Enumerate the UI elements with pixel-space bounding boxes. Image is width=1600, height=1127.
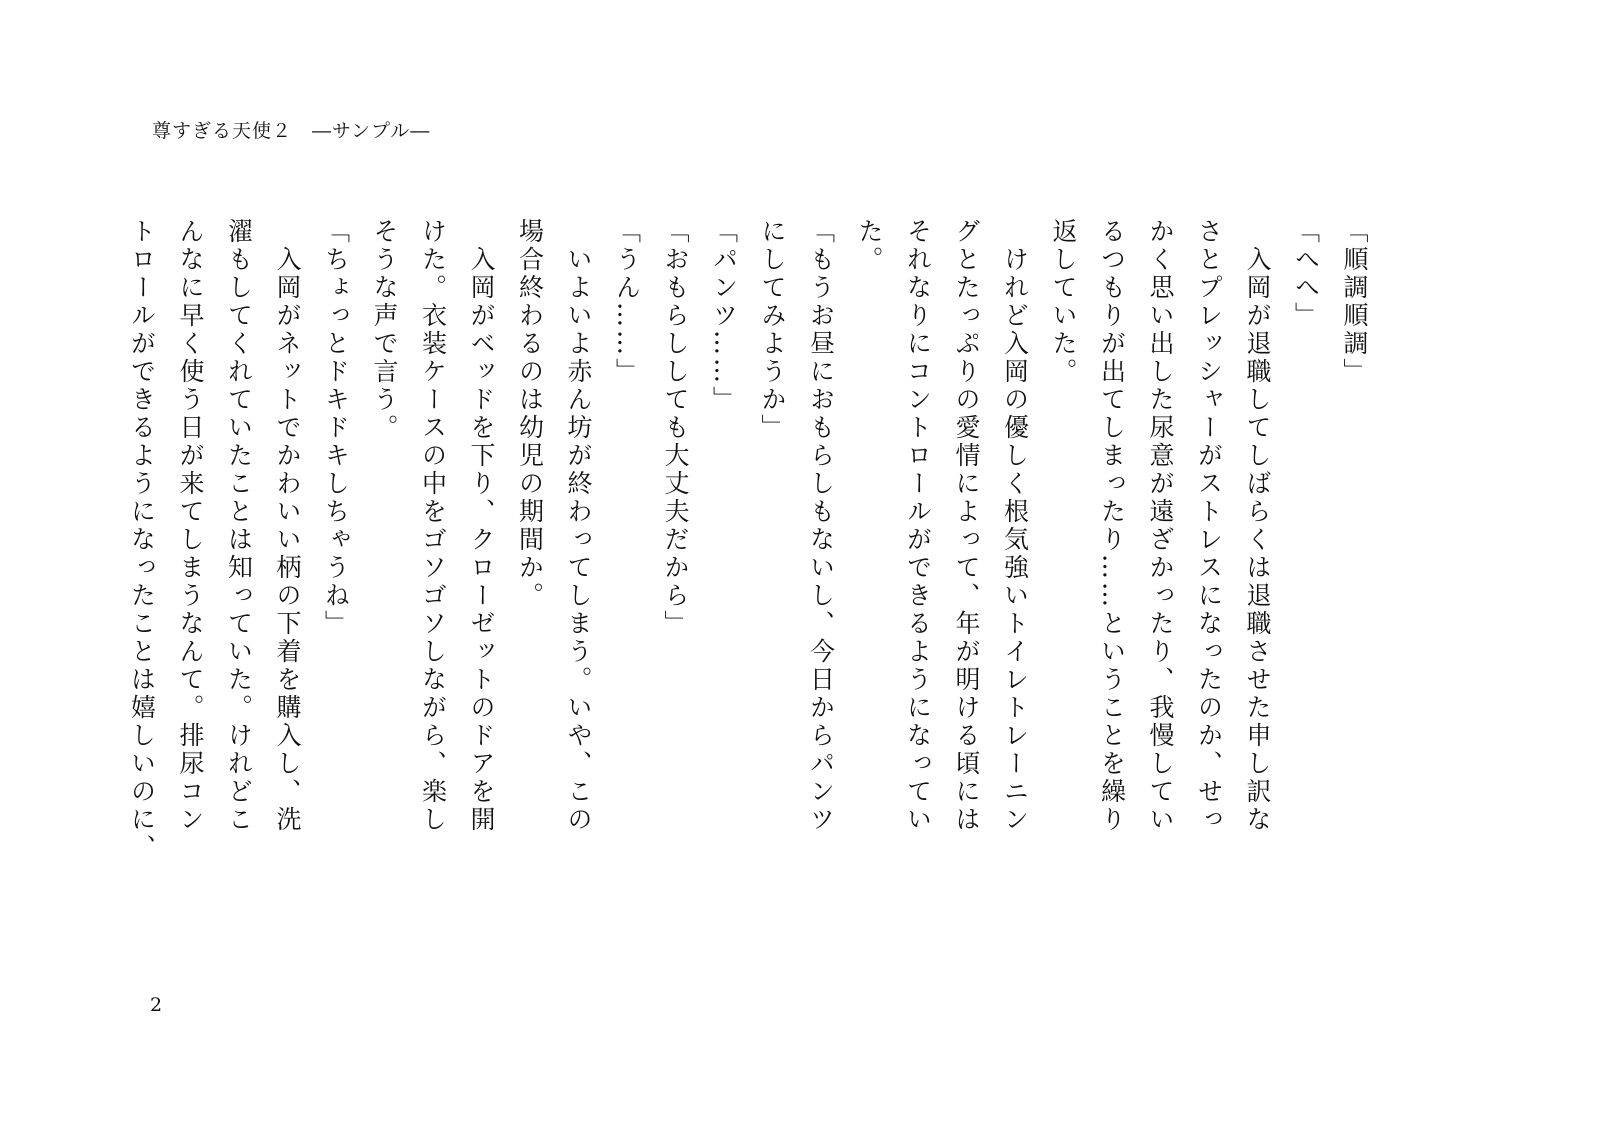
text-line: 「うん……」: [612, 218, 642, 386]
text-line: そうな声で言う。: [370, 218, 399, 442]
text-line: 「おもらししても大丈夫だから」: [661, 218, 690, 638]
text-line: んなに早く使う日が来てしまうなんて。排尿コン: [176, 218, 205, 834]
text-line: 返していた。: [1049, 218, 1078, 386]
running-header-title: 尊すぎる天使２ ―サンプル―: [152, 120, 431, 142]
vertical-body-text: [127, 218, 1378, 918]
text-line: 「もうお昼におもらしもないし、今日からパンツ: [806, 218, 836, 834]
text-line: るつもりが出てしまったり……ということを繰り: [1097, 218, 1127, 834]
text-line: さとプレッシャーがストレスになったのか、せっ: [1194, 218, 1224, 834]
text-line: けれど入岡の優しく根気強いトイレトレーニン: [1000, 218, 1030, 834]
text-line: それなりにコントロールができるようになってい: [903, 218, 933, 834]
text-line: 「順調順調」: [1340, 218, 1369, 386]
text-line: 「ちょっとドキドキしちゃうね」: [321, 218, 351, 638]
text-line: 入岡がベッドを下り、クローゼットのドアを開: [467, 218, 496, 834]
text-line: けた。衣装ケースの中をゴソゴソしながら、楽し: [418, 218, 448, 834]
page-number: 2: [150, 994, 163, 1016]
text-line: かく思い出した尿意が遠ざかったり、我慢してい: [1146, 218, 1175, 834]
text-line: 「へへ」: [1291, 218, 1321, 330]
text-line: 「パンツ……」: [709, 218, 739, 414]
text-line: にしてみようか」: [758, 218, 787, 442]
text-line: 入岡が退職してしばらくは退職させた申し訳な: [1243, 218, 1272, 834]
text-line: グとたっぷりの愛情によって、年が明ける頃には: [952, 218, 981, 834]
text-line: た。: [855, 218, 884, 274]
text-line: 入岡がネットでかわいい柄の下着を購入し、洗: [273, 218, 302, 834]
text-line: いよいよ赤ん坊が終わってしまう。いや、この: [564, 218, 593, 834]
text-line: トロールができるようになったことは嬉しいのに、: [127, 218, 157, 862]
text-line: 場合終わるのは幼児の期間か。: [515, 218, 545, 610]
text-line: 濯もしてくれていたことは知っていた。けれどこ: [224, 218, 254, 834]
